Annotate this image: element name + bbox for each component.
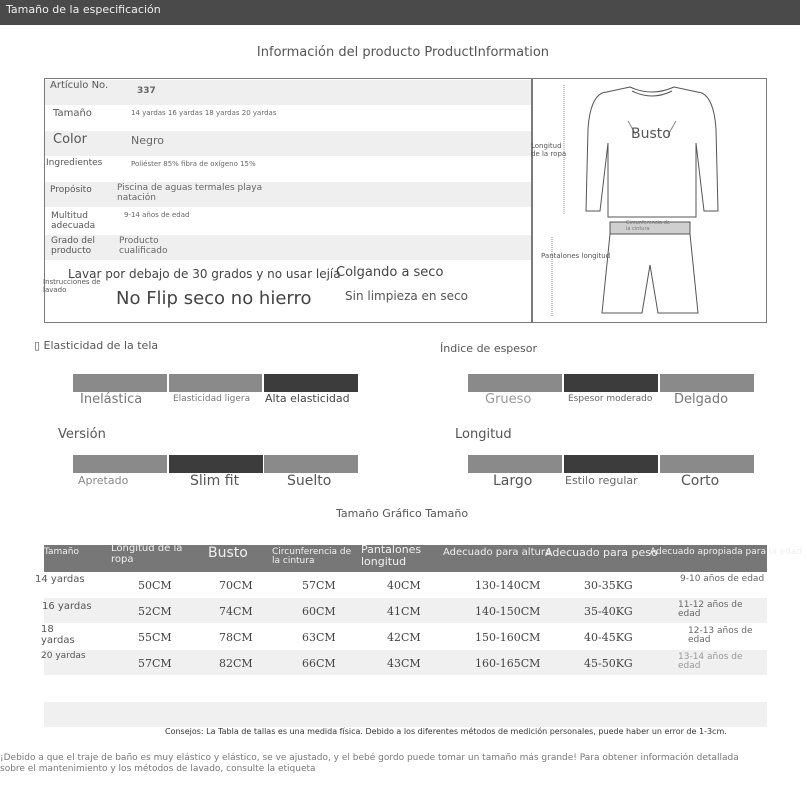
row1-size: 16 yardas — [42, 601, 92, 612]
page-header-title: Tamaño de la especificación — [6, 3, 161, 16]
spec-row-bg — [45, 131, 531, 156]
elasticity-bar-1 — [169, 374, 262, 392]
row0-bust: 70CM — [219, 579, 253, 592]
grade-value: Producto cualificado — [119, 236, 168, 256]
pants-outline — [602, 234, 698, 313]
diagram-pants-label: Pantalones longitud — [541, 252, 611, 260]
thickness-bar-0 — [468, 374, 562, 392]
thickness-option-1: Espesor moderado — [568, 394, 653, 404]
color-value: Negro — [131, 134, 164, 147]
table-row-bg — [44, 702, 767, 727]
size-chart-title: Tamaño Gráfico Tamaño — [336, 507, 469, 520]
row0-pants: 40CM — [387, 579, 421, 592]
color-label: Color — [53, 132, 87, 147]
row3-length: 57CM — [138, 657, 172, 670]
shirt-outline — [586, 87, 718, 217]
row2-weight: 40-45KG — [584, 631, 633, 644]
row2-height: 150-160CM — [475, 631, 541, 644]
garment-diagram — [532, 79, 766, 322]
row0-age: 9-10 años de edad — [680, 574, 765, 584]
age-value: 9-14 años de edad — [124, 211, 190, 219]
purpose-label: Propósito — [50, 185, 92, 195]
row3-weight: 45-50KG — [584, 657, 633, 670]
version-bar-2 — [264, 455, 358, 473]
th-weight: Adecuado para peso — [545, 546, 658, 559]
th-age: Adecuado apropiada para la edad — [650, 547, 803, 557]
row3-pants: 43CM — [387, 657, 421, 670]
length-option-2: Corto — [681, 473, 720, 489]
version-bar-1 — [169, 455, 263, 473]
row1-pants: 41CM — [387, 605, 421, 618]
row1-height: 140-150CM — [475, 605, 541, 618]
version-option-1: Slim fit — [190, 473, 240, 489]
row0-waist: 57CM — [302, 579, 336, 592]
row2-size: 18 yardas — [41, 624, 75, 646]
row2-age: 12-13 años de edad — [688, 626, 753, 646]
grade-label: Grado del producto — [51, 236, 96, 256]
row0-weight: 30-35KG — [584, 579, 633, 592]
thickness-bar-1 — [564, 374, 658, 392]
article-label: Artículo No. — [50, 80, 109, 91]
elasticity-option-0: Inelástica — [80, 392, 143, 407]
thickness-option-2: Delgado — [674, 392, 729, 407]
length-option-1: Estilo regular — [565, 474, 638, 487]
row1-bust: 74CM — [219, 605, 253, 618]
row2-pants: 42CM — [387, 631, 421, 644]
th-pants: Pantalones longitud — [361, 543, 422, 568]
row3-height: 160-165CM — [475, 657, 541, 670]
elasticity-option-2: Alta elasticidad — [265, 392, 350, 405]
row3-age: 13-14 años de edad — [678, 652, 743, 672]
size-label: Tamaño — [53, 108, 92, 119]
row2-waist: 63CM — [302, 631, 336, 644]
row1-waist: 60CM — [302, 605, 336, 618]
thickness-bar-2 — [660, 374, 754, 392]
page-header — [0, 0, 800, 25]
row3-size: 20 yardas — [41, 651, 86, 661]
version-option-2: Suelto — [287, 473, 332, 489]
diagram-length-label: Longitud de la ropa — [531, 142, 567, 158]
version-title: Versión — [58, 427, 106, 442]
washing-hang: Colgando a seco — [336, 265, 444, 280]
washing-iron: No Flip seco no hierro — [116, 288, 312, 309]
diagram-waist-label: Circunferencia de la cintura — [626, 220, 670, 232]
row1-weight: 35-40KG — [584, 605, 633, 618]
row0-height: 130-140CM — [475, 579, 541, 592]
footer-note: ¡Debido a que el traje de baño es muy elástico y elástico, se ve ajustado, y el bebé gordo puede tomar un tamaño más grande! Para obtener información detallada sobre el mantenimiento y los métodos de lavado, consulte la etiqueta — [0, 753, 739, 775]
spec-row-bg — [45, 235, 531, 260]
row0-length: 50CM — [138, 579, 172, 592]
washing-wash: Lavar por debajo de 30 grados y no usar lejía — [68, 267, 341, 281]
ingredients-label: Ingredientes — [46, 158, 103, 168]
th-height: Adecuado para altura — [443, 547, 552, 558]
th-size: Tamaño — [44, 547, 80, 557]
length-bar-0 — [468, 455, 562, 473]
age-label: Multitud adecuada — [51, 211, 96, 231]
purpose-value: Piscina de aguas termales playa natación — [117, 183, 263, 203]
washing-label: Instrucciones de lavado — [43, 278, 101, 294]
th-length: Longitud de la ropa — [111, 543, 183, 565]
th-bust: Busto — [208, 545, 248, 561]
ingredients-value: Poliéster 85% fibra de oxígeno 15% — [131, 160, 256, 168]
thickness-title: Índice de espesor — [440, 342, 538, 355]
version-option-0: Apretado — [78, 474, 129, 487]
version-bar-0 — [73, 455, 167, 473]
th-waist: Circunferencia de la cintura — [272, 547, 352, 567]
length-title: Longitud — [455, 427, 512, 442]
size-chart-tip: Consejos: La Tabla de tallas es una medida física. Debido a los diferentes métodos de medición personales, puede haber un error de 1-3cm. — [165, 727, 727, 736]
elasticity-bar-2 — [264, 374, 358, 392]
length-bar-2 — [660, 455, 754, 473]
row1-length: 52CM — [138, 605, 172, 618]
diagram-bust-label: Busto — [631, 126, 671, 142]
row2-length: 55CM — [138, 631, 172, 644]
product-info-title: Información del producto ProductInformation — [256, 45, 550, 60]
row3-bust: 82CM — [219, 657, 253, 670]
row3-waist: 66CM — [302, 657, 336, 670]
row0-size: 14 yardas — [35, 574, 85, 585]
spec-row-bg — [45, 80, 531, 105]
elasticity-option-1: Elasticidad ligera — [173, 394, 251, 404]
article-value: 337 — [137, 86, 156, 96]
washing-dry-clean: Sin limpieza en seco — [345, 289, 468, 303]
size-value: 14 yardas 16 yardas 18 yardas 20 yardas — [131, 109, 277, 117]
row2-bust: 78CM — [219, 631, 253, 644]
row1-age: 11-12 años de edad — [678, 600, 743, 620]
length-option-0: Largo — [493, 473, 533, 489]
thickness-option-0: Grueso — [485, 392, 532, 407]
elasticity-bar-0 — [73, 374, 167, 392]
length-bar-1 — [564, 455, 658, 473]
elasticity-title: ▯ Elasticidad de la tela — [34, 339, 159, 352]
